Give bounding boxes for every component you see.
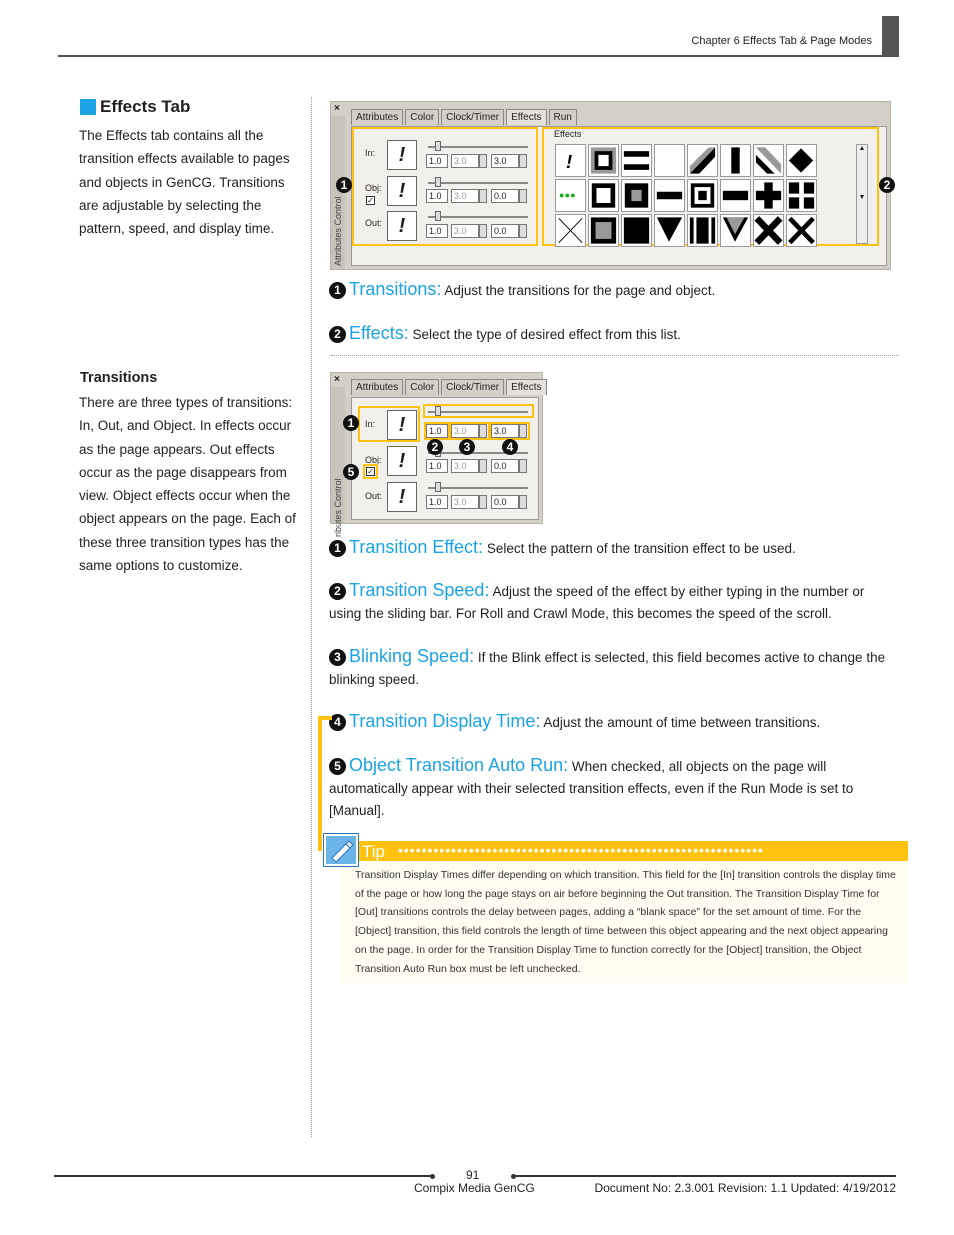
effect-pattern-icon[interactable] [555, 179, 586, 212]
desc-body: Adjust the transitions for the page and object. [444, 283, 716, 298]
obj-effect-button[interactable]: ! [387, 176, 417, 206]
in-blink-spinner[interactable] [479, 154, 487, 168]
callout-badge-1: 1 [343, 415, 359, 431]
out-label: Out: [365, 218, 383, 228]
intro-paragraph: The Effects tab contains all the transition effects available to pages and objects in GenCG. Transitions are adjustable by selecting the pattern, speed, and display time. [79, 128, 290, 237]
desc-heading: Transition Display Time: [349, 711, 541, 731]
out-blink-spinner[interactable] [479, 495, 487, 509]
effect-pattern-icon[interactable] [687, 179, 718, 212]
obj-label: Obj: [365, 183, 382, 193]
tip-label: Tip [362, 842, 385, 861]
obj-blink-field[interactable]: 3.0 [451, 189, 479, 203]
out-slider-knob[interactable] [435, 211, 441, 221]
effect-pattern-icon[interactable] [654, 144, 685, 177]
pencil-icon [324, 834, 358, 866]
effect-pattern-icon[interactable] [753, 144, 784, 177]
out-speed-field[interactable]: 1.0 [426, 495, 448, 509]
header-tab-marker [882, 16, 899, 57]
obj-auto-run-checkbox[interactable]: ✓ [367, 467, 374, 476]
obj-display-field[interactable]: 0.0 [491, 189, 519, 203]
out-effect-button[interactable]: ! [387, 211, 417, 241]
desc-display-time [329, 710, 899, 734]
footer-dot-icon [430, 1174, 435, 1179]
number-badge: 1 [329, 282, 346, 299]
tab-attributes[interactable]: Attributes [351, 109, 403, 125]
desc-heading: Effects: [349, 323, 409, 343]
desc-heading: Transition Speed: [349, 580, 490, 600]
tab-effects[interactable]: Effects [506, 379, 546, 395]
obj-speed-slider [428, 182, 528, 184]
desc-body: Adjust the amount of time between transitions. [543, 715, 821, 730]
in-label: In: [365, 419, 376, 429]
transitions-paragraph: There are three types of transitions: In, Out, and Object. In effects occur as the page appears. Out effects occur as the page disappears from view. Object effects occur when the object appears on the page. Each of these three transition types has the same options to customize. [79, 395, 296, 574]
desc-effects [329, 322, 899, 346]
desc-body: Select the type of desired effect from this list. [412, 327, 681, 342]
column-divider [311, 97, 312, 1137]
effects-scrollbar[interactable]: ▲ ▼ [856, 144, 868, 244]
obj-blink-spinner[interactable] [479, 189, 487, 203]
in-slider-knob[interactable] [435, 141, 441, 151]
in-speed-field[interactable]: 1.0 [426, 154, 448, 168]
footer-rule-left [54, 1175, 432, 1177]
desc-heading: Transition Effect: [349, 537, 484, 557]
page-number: 91 [466, 1168, 480, 1182]
in-speed-slider [428, 146, 528, 148]
out-blink-field[interactable]: 3.0 [451, 495, 479, 509]
effect-pattern-icon[interactable] [654, 214, 685, 247]
in-display-spinner[interactable] [519, 154, 527, 168]
tab-clock-timer[interactable]: Clock/Timer [441, 109, 504, 125]
section-bullet-icon [80, 99, 96, 115]
tab-attributes[interactable]: Attributes [351, 379, 403, 395]
close-icon[interactable]: × [334, 103, 340, 114]
effect-pattern-icon[interactable] [786, 144, 817, 177]
chapter-header: Chapter 6 Effects Tab & Page Modes [691, 35, 872, 47]
effect-none-icon[interactable] [555, 144, 586, 177]
callout-badge-1: 1 [336, 177, 352, 193]
effects-panel-screenshot [330, 101, 891, 270]
footer-rule-right [514, 1175, 896, 1177]
effect-pattern-icon[interactable] [588, 144, 619, 177]
effect-pattern-icon[interactable] [720, 179, 751, 212]
desc-transitions [329, 278, 899, 302]
obj-speed-field[interactable]: 1.0 [426, 189, 448, 203]
footer-product: Compix Media GenCG [414, 1181, 535, 1195]
desc-heading: Object Transition Auto Run: [349, 755, 569, 775]
desc-body: If the Blink effect is selected, this field becomes active to change the blinking speed. [329, 650, 886, 687]
close-icon[interactable]: × [334, 374, 340, 385]
in-display-field[interactable]: 3.0 [491, 424, 519, 438]
out-effect-button[interactable]: ! [387, 482, 417, 512]
obj-slider-knob[interactable] [435, 177, 441, 187]
out-label: Out: [365, 491, 383, 501]
sidebar-label: ributes Control [333, 478, 343, 537]
tab-color[interactable]: Color [405, 109, 439, 125]
sidebar-label: Attributes Control [333, 196, 343, 266]
header-rule [58, 55, 882, 57]
number-badge: 4 [329, 714, 346, 731]
effect-pattern-icon[interactable] [786, 179, 817, 212]
tab-clock-timer[interactable]: Clock/Timer [441, 379, 504, 395]
effect-pattern-icon[interactable] [555, 214, 586, 247]
effect-pattern-icon[interactable] [753, 214, 784, 247]
effect-pattern-icon[interactable] [720, 144, 751, 177]
number-badge: 5 [329, 758, 346, 775]
effect-pattern-icon[interactable] [621, 179, 652, 212]
tab-color[interactable]: Color [405, 379, 439, 395]
effect-pattern-icon[interactable] [588, 214, 619, 247]
tab-run[interactable]: Run [549, 109, 577, 125]
out-slider-knob[interactable] [435, 482, 441, 492]
svg-text:!: ! [565, 150, 573, 172]
in-effect-button[interactable]: ! [387, 140, 417, 170]
desc-transition-speed [329, 579, 899, 625]
effect-pattern-icon[interactable] [720, 214, 751, 247]
desc-body: Adjust the speed of the effect by either typing in the number or using the sliding bar. For Roll and Crawl Mode, this becomes the speed of the scroll. [329, 584, 865, 621]
number-badge: 2 [329, 583, 346, 600]
tip-connector-cap [318, 716, 332, 720]
out-speed-field[interactable]: 1.0 [426, 224, 448, 238]
callout-badge-5: 5 [343, 464, 359, 480]
out-blink-field[interactable]: 3.0 [451, 224, 479, 238]
in-display-field[interactable]: 3.0 [491, 154, 519, 168]
section-separator [331, 355, 899, 356]
out-display-spinner[interactable] [519, 495, 527, 509]
out-display-spinner[interactable] [519, 224, 527, 238]
callout-badge-3: 3 [459, 439, 475, 455]
section-title-text: Effects Tab [100, 97, 191, 116]
effects-grid [555, 144, 817, 247]
in-slider-knob[interactable] [435, 406, 441, 416]
number-badge: 3 [329, 649, 346, 666]
footer-doc-info: Document No: 2.3.001 Revision: 1.1 Updated: 4/19/2012 [594, 1181, 896, 1195]
obj-display-field[interactable]: 0.0 [491, 459, 519, 473]
out-display-field[interactable]: 0.0 [491, 495, 519, 509]
in-speed-field[interactable]: 1.0 [426, 424, 448, 438]
obj-speed-field[interactable]: 1.0 [426, 459, 448, 473]
number-badge: 2 [329, 326, 346, 343]
desc-body: When checked, all objects on the page will automatically appear with their selected transition effects, even if the Run Mode is set to [Manual]. [329, 759, 854, 818]
obj-auto-run-checkbox[interactable]: ✓ [367, 196, 374, 205]
effects-group-label: Effects [554, 129, 582, 139]
desc-blinking-speed [329, 645, 899, 691]
tab-effects[interactable]: Effects [506, 109, 546, 125]
in-blink-field[interactable]: 3.0 [451, 424, 479, 438]
number-badge: 1 [329, 540, 346, 557]
in-blink-spinner[interactable] [479, 424, 487, 438]
out-blink-spinner[interactable] [479, 224, 487, 238]
in-effect-button[interactable]: ! [387, 410, 417, 440]
tip-text: Transition Display Times differ depending on which transition. This field for the [In] transition controls the display time of the page or how long the page stays on air before beginning the Out transition. The Transition Display Time for [Out] transitions controls the delay between pages, adding a “blank space” for the set amount of time. For the [Object] transition, this field controls the length of time between this object appearing and the next object appearing on the page. In order for the Transition Display Time to function correctly for the [Object] transition, the Object Transition Auto Run box must be left unchecked. [355, 869, 896, 975]
tip-connector [318, 716, 322, 851]
callout-badge-2: 2 [427, 439, 443, 455]
section-title [80, 97, 190, 117]
obj-effect-button[interactable]: ! [387, 446, 417, 476]
obj-label: Obj: [365, 455, 382, 465]
in-blink-field[interactable]: 3.0 [451, 154, 479, 168]
obj-display-spinner[interactable] [519, 189, 527, 203]
effect-pattern-icon[interactable] [753, 179, 784, 212]
out-speed-slider [428, 216, 528, 218]
in-display-spinner[interactable] [519, 424, 527, 438]
desc-heading: Transitions: [349, 279, 442, 299]
desc-body: Select the pattern of the transition effect to be used. [486, 541, 796, 556]
effect-pattern-icon[interactable] [621, 144, 652, 177]
desc-auto-run [329, 754, 899, 822]
effect-pattern-icon[interactable] [654, 179, 685, 212]
desc-heading: Blinking Speed: [349, 646, 475, 666]
obj-blink-spinner[interactable] [479, 459, 487, 473]
obj-display-spinner[interactable] [519, 459, 527, 473]
obj-blink-field[interactable]: 3.0 [451, 459, 479, 473]
attributes-control-sidebar [331, 387, 345, 537]
desc-transition-effect [329, 536, 899, 560]
in-speed-slider [428, 411, 528, 413]
transitions-subtitle: Transitions [80, 370, 158, 386]
effect-pattern-icon[interactable] [786, 214, 817, 247]
in-label: In: [365, 148, 376, 158]
effect-pattern-icon[interactable] [588, 179, 619, 212]
out-speed-slider [428, 487, 528, 489]
tip-dotted-rule: •••••••••••••••••••••••••••••••••••••••••••••••••••••••••••••• [398, 843, 764, 857]
effect-pattern-icon[interactable] [687, 214, 718, 247]
tab-bar [351, 109, 579, 125]
tab-bar [351, 379, 549, 395]
callout-badge-4: 4 [502, 439, 518, 455]
effect-pattern-icon[interactable] [687, 144, 718, 177]
callout-badge-2: 2 [879, 177, 895, 193]
effect-pattern-icon[interactable] [621, 214, 652, 247]
out-display-field[interactable]: 0.0 [491, 224, 519, 238]
transitions-panel-screenshot [330, 372, 543, 537]
footer-dot-icon [511, 1174, 516, 1179]
